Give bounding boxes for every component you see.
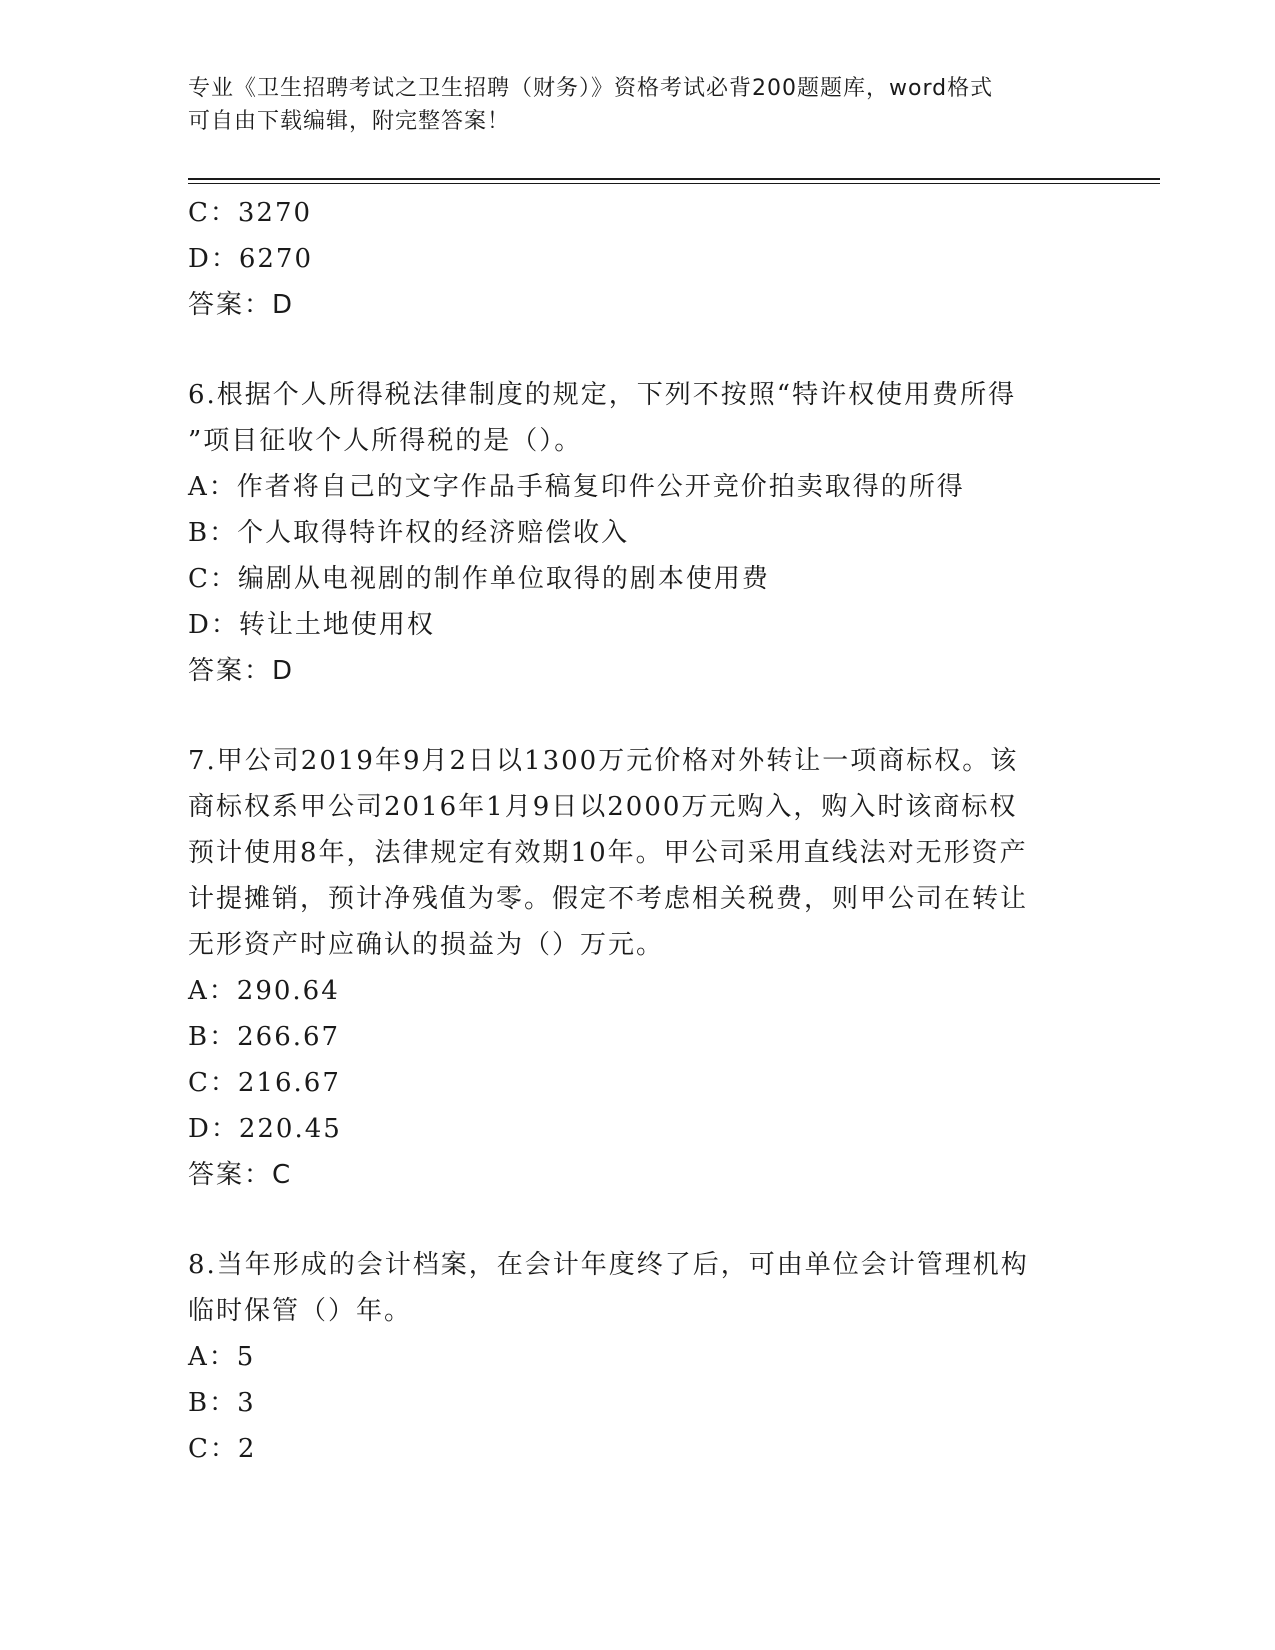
option-c: C：2 [188, 1434, 257, 1464]
question-5-tail [188, 190, 1088, 328]
question-7 [188, 738, 1088, 1198]
page-header [188, 72, 1068, 138]
spacer [188, 694, 1088, 738]
option-c: C：3270 [188, 198, 313, 228]
answer-line: 答案：D [188, 290, 295, 320]
spacer [188, 1198, 1088, 1242]
option-b: B：266.67 [188, 1022, 341, 1052]
option-d: D：220.45 [188, 1114, 342, 1144]
question-stem: 计提摊销，预计净残值为零。假定不考虑相关税费，则甲公司在转让 [188, 884, 1029, 914]
question-stem: 商标权系甲公司2016年1月9日以2000万元购入，购入时该商标权 [188, 792, 1018, 822]
option-c: C：编剧从电视剧的制作单位取得的剧本使用费 [188, 564, 770, 594]
header-title-line-2: 可自由下载编辑，附完整答案！ [188, 109, 511, 134]
header-title-line-1: 专业《卫生招聘考试之卫生招聘（财务）》资格考试必背200题题库，word格式 [188, 76, 994, 101]
option-d: D：转让土地使用权 [188, 610, 435, 640]
question-stem: 预计使用8年，法律规定有效期10年。甲公司采用直线法对无形资产 [188, 838, 1028, 868]
question-stem: 7.甲公司2019年9月2日以1300万元价格对外转让一项商标权。该 [188, 746, 1019, 776]
question-8 [188, 1242, 1088, 1472]
question-list [188, 190, 1088, 1472]
option-a: A：作者将自己的文字作品手稿复印件公开竞价拍卖取得的所得 [188, 472, 965, 502]
header-rule-thin [188, 183, 1160, 184]
header-rule-thick [188, 178, 1160, 180]
question-stem: ”项目征收个人所得税的是（）。 [188, 426, 583, 456]
option-a: A：290.64 [188, 976, 340, 1006]
question-stem: 无形资产时应确认的损益为（）万元。 [188, 930, 665, 960]
question-stem: 临时保管（）年。 [188, 1296, 413, 1326]
spacer [188, 328, 1088, 372]
question-stem: 8.当年形成的会计档案，在会计年度终了后，可由单位会计管理机构 [188, 1250, 1029, 1280]
question-stem: 6.根据个人所得税法律制度的规定，下列不按照“特许权使用费所得 [188, 380, 1017, 410]
option-d: D：6270 [188, 244, 314, 274]
question-6 [188, 372, 1088, 694]
option-b: B：个人取得特许权的经济赔偿收入 [188, 518, 630, 548]
option-c: C：216.67 [188, 1068, 341, 1098]
answer-line: 答案：C [188, 1160, 293, 1190]
option-a: A：5 [188, 1342, 256, 1372]
option-b: B：3 [188, 1388, 256, 1418]
answer-line: 答案：D [188, 656, 295, 686]
